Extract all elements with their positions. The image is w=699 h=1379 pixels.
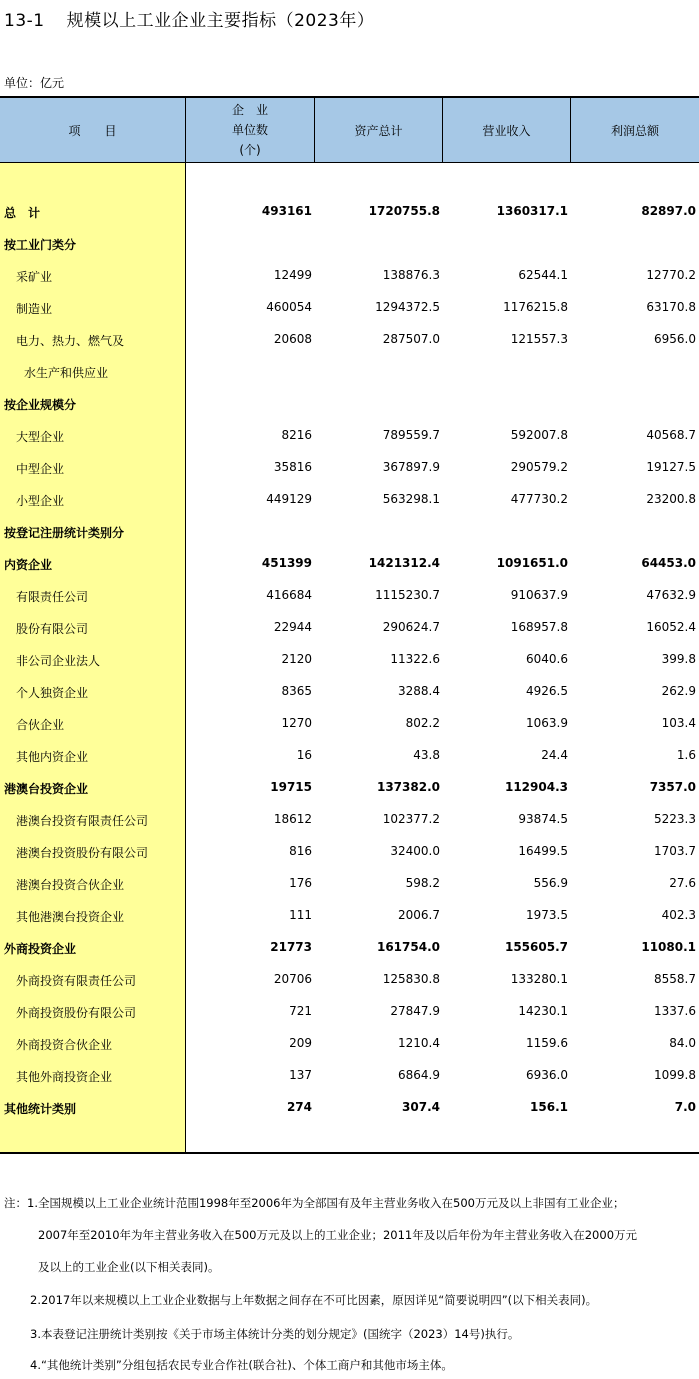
- row-label: 按企业规模分: [4, 398, 77, 412]
- row-label: 大型企业: [16, 430, 65, 444]
- row-label: 按登记注册统计类别分: [4, 526, 125, 540]
- row-label: 制造业: [16, 302, 53, 316]
- table-row: [0, 483, 699, 515]
- total-profit-cell: 7357.0: [649, 780, 696, 794]
- total-profit-cell: 19127.5: [646, 460, 696, 474]
- enterprise-count-cell: 8216: [281, 428, 312, 442]
- total-assets-cell: 287507.0: [382, 332, 440, 346]
- total-assets-cell: 307.4: [402, 1100, 440, 1114]
- table-title: 规模以上工业企业主要指标（2023年）: [66, 11, 375, 31]
- row-label: 港澳台投资有限责任公司: [16, 814, 149, 828]
- footnote-line: 2007年至2010年为年主营业务收入在500万元及以上的工业企业；2011年及以后年份为年主营业务收入在2000万元: [38, 1228, 638, 1242]
- row-label: 非公司企业法人: [16, 654, 101, 668]
- row-label: 其他外商投资企业: [16, 1070, 113, 1084]
- row-label: 中型企业: [16, 462, 65, 476]
- row-label: 个人独资企业: [16, 686, 89, 700]
- enterprise-count-cell: 416684: [266, 588, 312, 602]
- footnote-line: 及以上的工业企业(以下相关表同)。: [38, 1260, 220, 1274]
- header-total-assets: 资产总计: [354, 123, 403, 138]
- row-label: 总 计: [4, 206, 41, 220]
- total-profit-cell: 84.0: [669, 1036, 696, 1050]
- table-row: [0, 899, 699, 931]
- enterprise-count-cell: 20706: [273, 972, 312, 986]
- revenue-cell: 477730.2: [510, 492, 568, 506]
- table-row: [0, 611, 699, 643]
- header-enterprise-count: [186, 98, 314, 162]
- total-assets-cell: 1210.4: [398, 1036, 440, 1050]
- table-number: 13-1: [4, 11, 45, 31]
- total-profit-cell: 399.8: [661, 652, 696, 666]
- total-assets-cell: 2006.7: [398, 908, 440, 922]
- table-row: [0, 355, 699, 387]
- table-row: [0, 643, 699, 675]
- row-label: 有限责任公司: [16, 590, 89, 604]
- footnote-line: 注：1.全国规模以上工业企业统计范围1998年至2006年为全部国有及年主营业务收入在500万元及以上非国有工业企业；: [4, 1196, 625, 1210]
- revenue-cell: 1159.6: [526, 1036, 568, 1050]
- table-row: [0, 515, 699, 547]
- total-profit-cell: 11080.1: [641, 940, 696, 954]
- row-label: 外商投资合伙企业: [16, 1038, 113, 1052]
- row-label: 水生产和供应业: [24, 366, 109, 380]
- total-profit-cell: 23200.8: [646, 492, 696, 506]
- enterprise-count-cell: 460054: [266, 300, 312, 314]
- total-assets-cell: 1115230.7: [375, 588, 440, 602]
- footnote-line: 2.2017年以来规模以上工业企业数据与上年数据之间存在不可比因素，原因详见“简要说明四”(以下相关表同)。: [30, 1293, 598, 1307]
- page-title: [4, 6, 374, 31]
- header-col1-line2: 单位数: [231, 123, 268, 137]
- total-assets-cell: 27847.9: [390, 1004, 440, 1018]
- revenue-cell: 14230.1: [518, 1004, 568, 1018]
- table-header: [0, 98, 699, 163]
- total-assets-cell: 802.2: [405, 716, 440, 730]
- row-label: 港澳台投资股份有限公司: [16, 846, 149, 860]
- header-total-profit: 利润总额: [610, 123, 659, 138]
- revenue-cell: 6936.0: [526, 1068, 568, 1082]
- total-assets-cell: 137382.0: [376, 780, 440, 794]
- enterprise-count-cell: 137: [289, 1068, 312, 1082]
- total-profit-cell: 16052.4: [646, 620, 696, 634]
- revenue-cell: 6040.6: [526, 652, 568, 666]
- revenue-cell: 93874.5: [518, 812, 568, 826]
- enterprise-count-cell: 111: [289, 908, 312, 922]
- total-assets-cell: 1421312.4: [368, 556, 440, 570]
- table-row: [0, 1027, 699, 1059]
- revenue-cell: 1091651.0: [496, 556, 568, 570]
- table-row: [0, 803, 699, 835]
- table-row: [0, 1091, 699, 1123]
- table-row: [0, 963, 699, 995]
- total-assets-cell: 1720755.8: [368, 204, 440, 218]
- total-assets-cell: 102377.2: [382, 812, 440, 826]
- total-assets-cell: 11322.6: [390, 652, 440, 666]
- enterprise-count-cell: 18612: [273, 812, 312, 826]
- row-label: 电力、热力、燃气及: [16, 334, 125, 348]
- enterprise-count-cell: 2120: [281, 652, 312, 666]
- table-row: [0, 419, 699, 451]
- table-body: [0, 195, 699, 1123]
- row-label: 外商投资企业: [4, 942, 77, 956]
- enterprise-count-cell: 21773: [270, 940, 312, 954]
- row-label: 内资企业: [4, 558, 53, 572]
- row-label: 港澳台投资合伙企业: [16, 878, 125, 892]
- enterprise-count-cell: 816: [289, 844, 312, 858]
- table-row: [0, 579, 699, 611]
- revenue-cell: 168957.8: [510, 620, 568, 634]
- revenue-cell: 1176215.8: [503, 300, 568, 314]
- table-row: [0, 291, 699, 323]
- row-label: 外商投资有限责任公司: [16, 974, 137, 988]
- footnote-line: 3.本表登记注册统计类别按《关于市场主体统计分类的划分规定》(国统字（2023）14号)执行。: [30, 1327, 520, 1341]
- table-bottom-rule: [0, 1152, 699, 1154]
- enterprise-count-cell: 1270: [281, 716, 312, 730]
- revenue-cell: 156.1: [530, 1100, 568, 1114]
- enterprise-count-cell: 12499: [273, 268, 312, 282]
- header-item: 项 目: [68, 123, 117, 138]
- data-table: [0, 96, 699, 1154]
- total-assets-cell: 598.2: [405, 876, 440, 890]
- total-profit-cell: 1099.8: [654, 1068, 696, 1082]
- enterprise-count-cell: 22944: [273, 620, 312, 634]
- revenue-cell: 16499.5: [518, 844, 568, 858]
- enterprise-count-cell: 19715: [270, 780, 312, 794]
- total-profit-cell: 262.9: [661, 684, 696, 698]
- total-profit-cell: 103.4: [661, 716, 696, 730]
- footnote-line: 4.“其他统计类别”分组包括农民专业合作社(联合社)、个体工商户和其他市场主体。: [30, 1358, 453, 1372]
- revenue-cell: 24.4: [541, 748, 568, 762]
- revenue-cell: 556.9: [533, 876, 568, 890]
- row-label: 小型企业: [16, 494, 65, 508]
- revenue-cell: 290579.2: [510, 460, 568, 474]
- total-assets-cell: 138876.3: [382, 268, 440, 282]
- total-profit-cell: 402.3: [661, 908, 696, 922]
- total-profit-cell: 47632.9: [646, 588, 696, 602]
- total-profit-cell: 63170.8: [646, 300, 696, 314]
- table-row: [0, 931, 699, 963]
- row-label: 港澳台投资企业: [4, 782, 89, 796]
- table-row: [0, 547, 699, 579]
- unit-label: 单位：亿元: [4, 76, 65, 90]
- revenue-cell: 592007.8: [510, 428, 568, 442]
- table-row: [0, 195, 699, 227]
- revenue-cell: 62544.1: [518, 268, 568, 282]
- total-profit-cell: 1337.6: [654, 1004, 696, 1018]
- total-profit-cell: 40568.7: [646, 428, 696, 442]
- total-assets-cell: 3288.4: [398, 684, 440, 698]
- enterprise-count-cell: 8365: [281, 684, 312, 698]
- enterprise-count-cell: 721: [289, 1004, 312, 1018]
- table-row: [0, 739, 699, 771]
- total-assets-cell: 290624.7: [382, 620, 440, 634]
- total-profit-cell: 7.0: [674, 1100, 696, 1114]
- table-row: [0, 675, 699, 707]
- enterprise-count-cell: 35816: [273, 460, 312, 474]
- revenue-cell: 910637.9: [510, 588, 568, 602]
- row-label: 股份有限公司: [16, 622, 89, 636]
- total-profit-cell: 5223.3: [654, 812, 696, 826]
- total-profit-cell: 8558.7: [654, 972, 696, 986]
- revenue-cell: 4926.5: [526, 684, 568, 698]
- row-label: 按工业门类分: [4, 238, 77, 252]
- total-assets-cell: 789559.7: [382, 428, 440, 442]
- table-row: [0, 707, 699, 739]
- row-label: 合伙企业: [16, 718, 65, 732]
- table-row: [0, 771, 699, 803]
- total-profit-cell: 82897.0: [641, 204, 696, 218]
- row-label: 其他内资企业: [16, 750, 89, 764]
- total-profit-cell: 27.6: [669, 876, 696, 890]
- header-col1-line1: 企 业: [231, 103, 268, 117]
- header-col1-line3: (个): [239, 143, 261, 157]
- total-assets-cell: 367897.9: [382, 460, 440, 474]
- revenue-cell: 112904.3: [504, 780, 568, 794]
- enterprise-count-cell: 451399: [261, 556, 312, 570]
- total-profit-cell: 1703.7: [654, 844, 696, 858]
- row-label: 其他港澳台投资企业: [16, 910, 125, 924]
- table-row: [0, 227, 699, 259]
- enterprise-count-cell: 16: [296, 748, 312, 762]
- total-assets-cell: 6864.9: [398, 1068, 440, 1082]
- table-row: [0, 387, 699, 419]
- total-profit-cell: 12770.2: [646, 268, 696, 282]
- table-row: [0, 835, 699, 867]
- row-label: 采矿业: [16, 270, 53, 284]
- total-assets-cell: 32400.0: [390, 844, 440, 858]
- enterprise-count-cell: 209: [289, 1036, 312, 1050]
- total-assets-cell: 43.8: [413, 748, 440, 762]
- table-row: [0, 1059, 699, 1091]
- table-row: [0, 259, 699, 291]
- revenue-cell: 155605.7: [504, 940, 568, 954]
- table-row: [0, 451, 699, 483]
- total-profit-cell: 1.6: [676, 748, 696, 762]
- row-label: 其他统计类别: [4, 1102, 77, 1116]
- revenue-cell: 133280.1: [510, 972, 568, 986]
- table-row: [0, 323, 699, 355]
- revenue-cell: 1063.9: [526, 716, 568, 730]
- total-assets-cell: 1294372.5: [375, 300, 440, 314]
- total-assets-cell: 563298.1: [382, 492, 440, 506]
- revenue-cell: 121557.3: [510, 332, 568, 346]
- total-profit-cell: 6956.0: [654, 332, 696, 346]
- table-row: [0, 995, 699, 1027]
- row-label: 外商投资股份有限公司: [16, 1006, 137, 1020]
- table-row: [0, 867, 699, 899]
- enterprise-count-cell: 493161: [261, 204, 312, 218]
- enterprise-count-cell: 449129: [266, 492, 312, 506]
- enterprise-count-cell: 274: [286, 1100, 312, 1114]
- revenue-cell: 1360317.1: [496, 204, 568, 218]
- enterprise-count-cell: 20608: [273, 332, 312, 346]
- enterprise-count-cell: 176: [289, 876, 312, 890]
- header-revenue: 营业收入: [482, 123, 531, 138]
- revenue-cell: 1973.5: [526, 908, 568, 922]
- total-profit-cell: 64453.0: [641, 556, 696, 570]
- total-assets-cell: 125830.8: [382, 972, 440, 986]
- total-assets-cell: 161754.0: [376, 940, 440, 954]
